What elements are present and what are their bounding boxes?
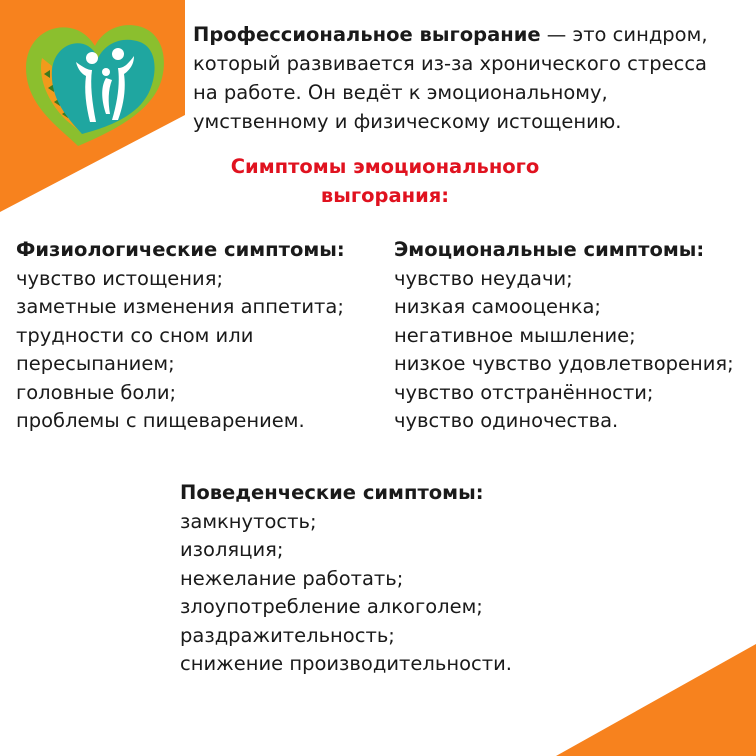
list-item: низкая самооценка; <box>394 295 602 318</box>
list-item: злоупотребление алкоголем; <box>180 595 483 618</box>
symptoms-heading-line-2: выгорания: <box>320 184 450 207</box>
list-item: нежелание работать; <box>180 566 404 590</box>
symptoms-heading-line-1: Симптомы эмоционального <box>230 155 540 178</box>
list-item: заметные изменения аппетита; <box>16 295 344 318</box>
behavioral-symptoms <box>180 479 600 679</box>
physiological-symptoms <box>16 236 376 436</box>
list-item: замкнутость; <box>180 509 317 533</box>
list-item: изоляция; <box>180 538 284 561</box>
heart-people-logo <box>20 18 170 148</box>
emotional-symptoms <box>394 236 744 436</box>
list-item: головные боли; <box>16 380 177 404</box>
burnout-definition <box>193 20 733 136</box>
emotional-symptoms-title: Эмоциональные симптомы: <box>394 238 705 261</box>
burnout-definition-text: — это синдром, который развивается из-за хронического стресса на работе. Он ведёт к эмоциональному, умственному и физическому истощению. <box>193 23 708 133</box>
list-item: снижение производительности. <box>180 652 512 675</box>
list-item: низкое чувство удовлетворения; <box>394 352 734 375</box>
list-item: чувство неудачи; <box>394 266 573 290</box>
list-item: чувство отстранённости; <box>394 380 654 404</box>
list-item: чувство истощения; <box>16 266 224 290</box>
corner-decoration-bottom-right <box>556 644 756 756</box>
list-item: проблемы с пищеварением. <box>16 409 305 432</box>
behavioral-symptoms-title: Поведенческие симптомы: <box>180 481 484 504</box>
list-item: трудности со сном или <box>16 323 254 347</box>
symptoms-heading <box>200 152 570 210</box>
list-item: негативное мышление; <box>394 323 636 347</box>
list-item: пересыпанием; <box>16 352 175 375</box>
list-item: раздражительность; <box>180 623 395 647</box>
burnout-term: Профессиональное выгорание <box>193 23 541 46</box>
list-item: чувство одиночества. <box>394 409 619 432</box>
physiological-symptoms-title: Физиологические симптомы: <box>16 238 345 261</box>
